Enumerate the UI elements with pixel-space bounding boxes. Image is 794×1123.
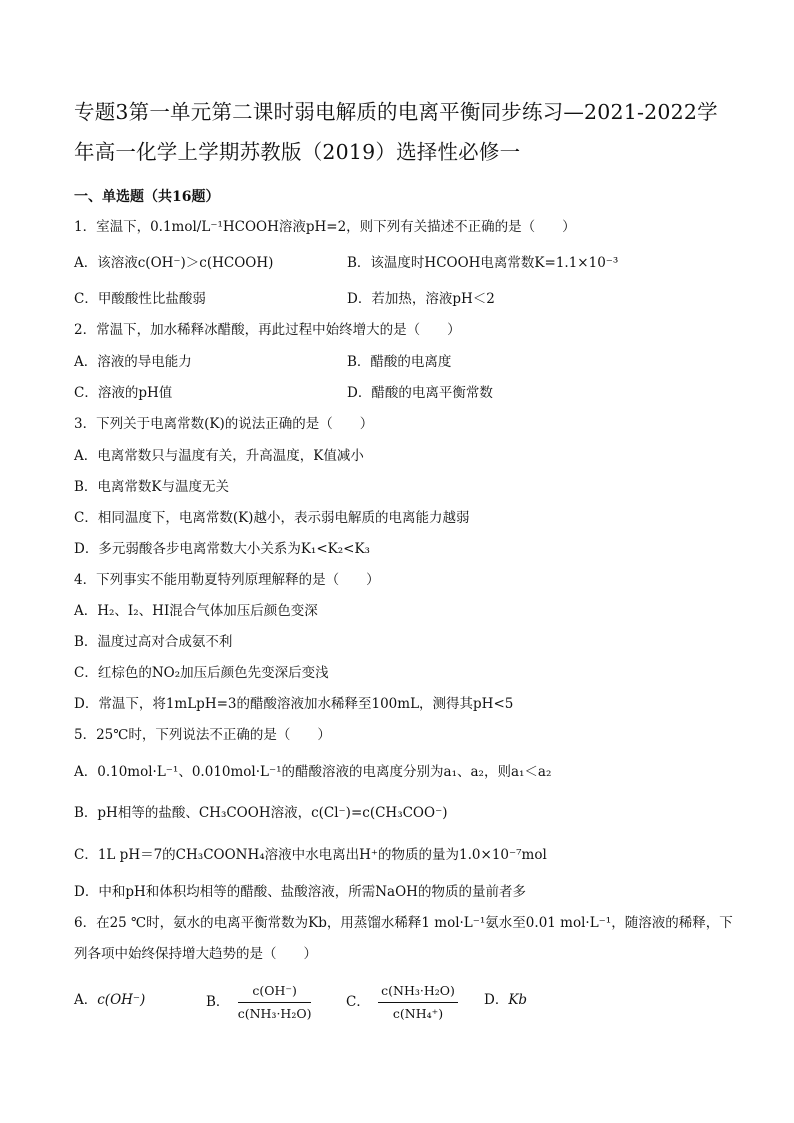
q1-option-b: B．该温度时HCOOH电离常数K=1.1×10⁻³ <box>347 255 619 271</box>
q6-option-a-expression: c(OH⁻) <box>97 992 146 1008</box>
q5-option-b: B．pH相等的盐酸、CH₃COOH溶液，c(Cl⁻)=c(CH₃COO⁻) <box>74 805 448 821</box>
q6-option-c-fraction <box>378 981 458 1024</box>
q1-stem: 1．室温下，0.1mol/L⁻¹HCOOH溶液pH=2，则下列有关描述不正确的是（ ） <box>74 219 576 235</box>
q4-option-a: A．H₂、I₂、HI混合气体加压后颜色变深 <box>74 603 318 619</box>
q1-option-d: D．若加热，溶液pH＜2 <box>347 291 495 307</box>
q5-option-a: A．0.10mol·L⁻¹、0.010mol·L⁻¹的醋酸溶液的电离度分别为a₁、a₂，则a₁＜a₂ <box>74 764 552 780</box>
q6-option-a-label: A． <box>74 992 98 1008</box>
q6-option-b-label: B． <box>206 994 230 1010</box>
q6-stem-line-2: 列各项中始终保持增大趋势的是（ ） <box>74 946 317 962</box>
q6-option-b-fraction <box>238 981 312 1024</box>
q4-stem: 4．下列事实不能用勒夏特列原理解释的是（ ） <box>74 572 380 588</box>
q2-option-a: A．溶液的导电能力 <box>74 354 192 370</box>
q6-stem-line-1: 6．在25 ℃时，氨水的电离平衡常数为Kb，用蒸馏水稀释1 mol·L⁻¹氨水至0.01 mol·L⁻¹，随溶液的稀释，下 <box>74 915 733 931</box>
q3-option-b: B．电离常数K与温度无关 <box>74 479 230 495</box>
q6-option-b-denominator: c(NH₃·H₂O) <box>237 1006 312 1021</box>
q6-option-d <box>484 990 527 1010</box>
section-heading: 一、单选题（共16题） <box>74 189 220 205</box>
q5-option-d: D．中和pH和体积均相等的醋酸、盐酸溶液，所需NaOH的物质的量前者多 <box>74 884 526 900</box>
q2-option-d: D．醋酸的电离平衡常数 <box>347 385 493 401</box>
q6-option-c-denominator: c(NH₄⁺) <box>392 1006 444 1021</box>
q6-option-b-numerator: c(OH⁻) <box>238 981 312 1003</box>
q2-option-b: B．醋酸的电离度 <box>347 354 452 370</box>
q3-stem: 3．下列关于电离常数(K)的说法正确的是（ ） <box>74 416 374 432</box>
q1-option-c: C．甲酸酸性比盐酸弱 <box>74 291 206 307</box>
q5-stem: 5．25℃时，下列说法不正确的是（ ） <box>74 727 331 743</box>
q6-option-d-label: D． <box>484 992 509 1008</box>
q4-option-b: B．温度过高对合成氨不利 <box>74 634 233 650</box>
q5-option-c: C．1L pH＝7的CH₃COONH₄溶液中水电离出H⁺的物质的量为1.0×10⁻⁷mol <box>74 847 547 863</box>
q6-option-d-expression: Kb <box>508 992 528 1008</box>
q4-option-c: C．红棕色的NO₂加压后颜色先变深后变浅 <box>74 665 329 681</box>
document-title-line-1: 专题3第一单元第二课时弱电解质的电离平衡同步练习—2021-2022学 <box>74 100 718 124</box>
q3-option-c: C．相同温度下，电离常数(K)越小，表示弱电解质的电离能力越弱 <box>74 510 470 526</box>
q3-option-d: D．多元弱酸各步电离常数大小关系为K₁<K₂<K₃ <box>74 541 370 557</box>
q6-option-c-label: C． <box>346 994 370 1010</box>
q3-option-a: A．电离常数只与温度有关，升高温度，K值减小 <box>74 448 364 464</box>
q6-option-b <box>206 981 315 1024</box>
document-title-line-2: 年高一化学上学期苏教版（2019）选择性必修一 <box>74 140 521 164</box>
q6-option-a <box>74 990 145 1010</box>
q2-option-c: C．溶液的pH值 <box>74 385 173 401</box>
q6-option-c-numerator: c(NH₃·H₂O) <box>378 981 458 1003</box>
q6-option-c <box>346 981 462 1024</box>
q1-option-a: A．该溶液c(OH⁻)＞c(HCOOH) <box>74 255 274 271</box>
q4-option-d: D．常温下，将1mLpH=3的醋酸溶液加水稀释至100mL，测得其pH<5 <box>74 696 514 712</box>
q2-stem: 2．常温下，加水稀释冰醋酸，再此过程中始终增大的是（ ） <box>74 322 461 338</box>
